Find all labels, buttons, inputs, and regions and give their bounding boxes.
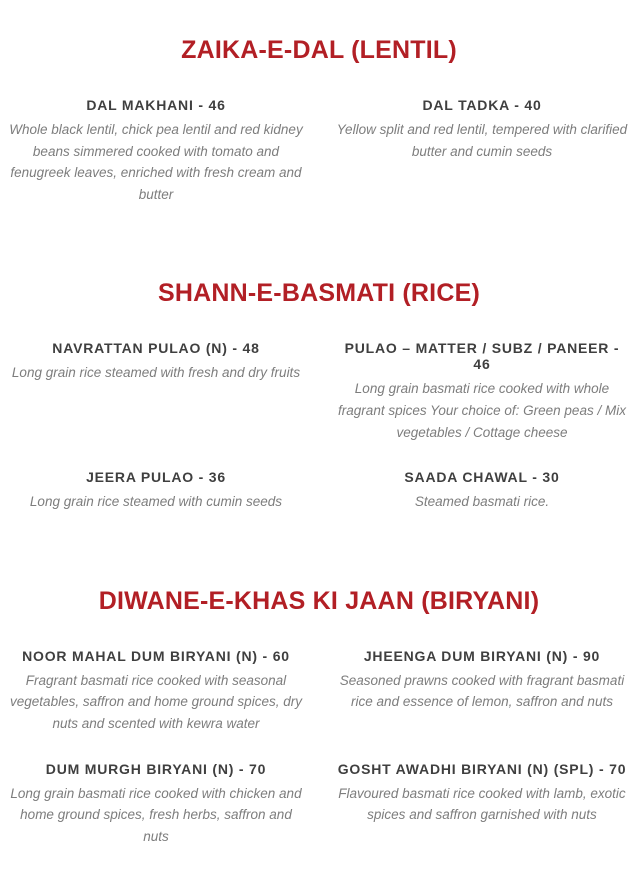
menu-item-description: Flavoured basmati rice cooked with lamb, exotic spices and saffron garnished with nuts [338, 785, 626, 823]
menu-item [334, 469, 630, 513]
menu-item-description: Seasoned prawns cooked with fragrant basmati rice and essence of lemon, saffron and nuts [339, 672, 625, 710]
menu-item-description: Long grain rice steamed with fresh and dry fruits [11, 365, 301, 381]
menu-item [334, 97, 630, 205]
menu-item [8, 97, 304, 205]
menu-item-name: DUM MURGH BIRYANI (N) - 70 [45, 760, 267, 777]
menu-item-description: Fragrant basmati rice cooked with seasonal vegetables, saffron and home ground spices, dry nuts and scented with kewra water [10, 672, 302, 731]
menu-item-name: DAL MAKHANI - 46 [86, 97, 226, 113]
section-title: ZAIKA-E-DAL (LENTIL) [181, 36, 457, 64]
section-title: DIWANE-E-KHAS KI JAAN (BIRYANI) [98, 586, 540, 615]
menu-section-items [8, 648, 630, 848]
menu-section-items [8, 97, 630, 205]
menu-item-name: JEERA PULAO - 36 [86, 469, 226, 486]
menu-item [334, 340, 630, 443]
menu-item [8, 761, 304, 848]
section-title: SHANN-E-BASMATI (RICE) [158, 279, 480, 308]
menu-item-name: JHEENGA DUM BIRYANI (N) - 90 [363, 647, 601, 664]
menu-item-name: GOSHT AWADHI BIRYANI (N) (SPL) - 70 [337, 760, 627, 777]
menu-item-description: Long grain rice steamed with cumin seeds [29, 494, 283, 510]
menu-section [8, 587, 630, 848]
menu-item [334, 648, 630, 735]
menu-item-name: SAADA CHAWAL - 30 [404, 469, 560, 486]
menu-section-items [8, 340, 630, 512]
menu-item-name: NAVRATTAN PULAO (N) - 48 [52, 340, 260, 357]
menu-item-name: DAL TADKA - 40 [422, 97, 542, 113]
menu-item [8, 469, 304, 513]
menu-item [334, 761, 630, 848]
menu-item-description: Whole black lentil, chick pea lentil and red kidney beans simmered cooked with tomato and fenugreek leaves, enriched with fresh cream and butter [9, 122, 303, 202]
menu-item [8, 340, 304, 443]
menu-item-description: Steamed basmati rice. [414, 494, 550, 510]
menu-section [8, 36, 630, 205]
menu-item-name: NOOR MAHAL DUM BIRYANI (N) - 60 [22, 647, 290, 664]
menu-item [8, 648, 304, 735]
menu-item-description: Long grain basmati rice cooked with chicken and home ground spices, fresh herbs, saffron and nuts [10, 785, 302, 844]
menu-page [8, 0, 630, 847]
menu-item-name: PULAO – MATTER / SUBZ / PANEER - 46 [344, 340, 620, 373]
menu-item-description: Long grain basmati rice cooked with whole fragrant spices Your choice of: Green peas / Mix vegetables / Cottage cheese [338, 381, 626, 440]
menu-item-description: Yellow split and red lentil, tempered with clarified butter and cumin seeds [336, 122, 628, 159]
menu-section [8, 279, 630, 512]
